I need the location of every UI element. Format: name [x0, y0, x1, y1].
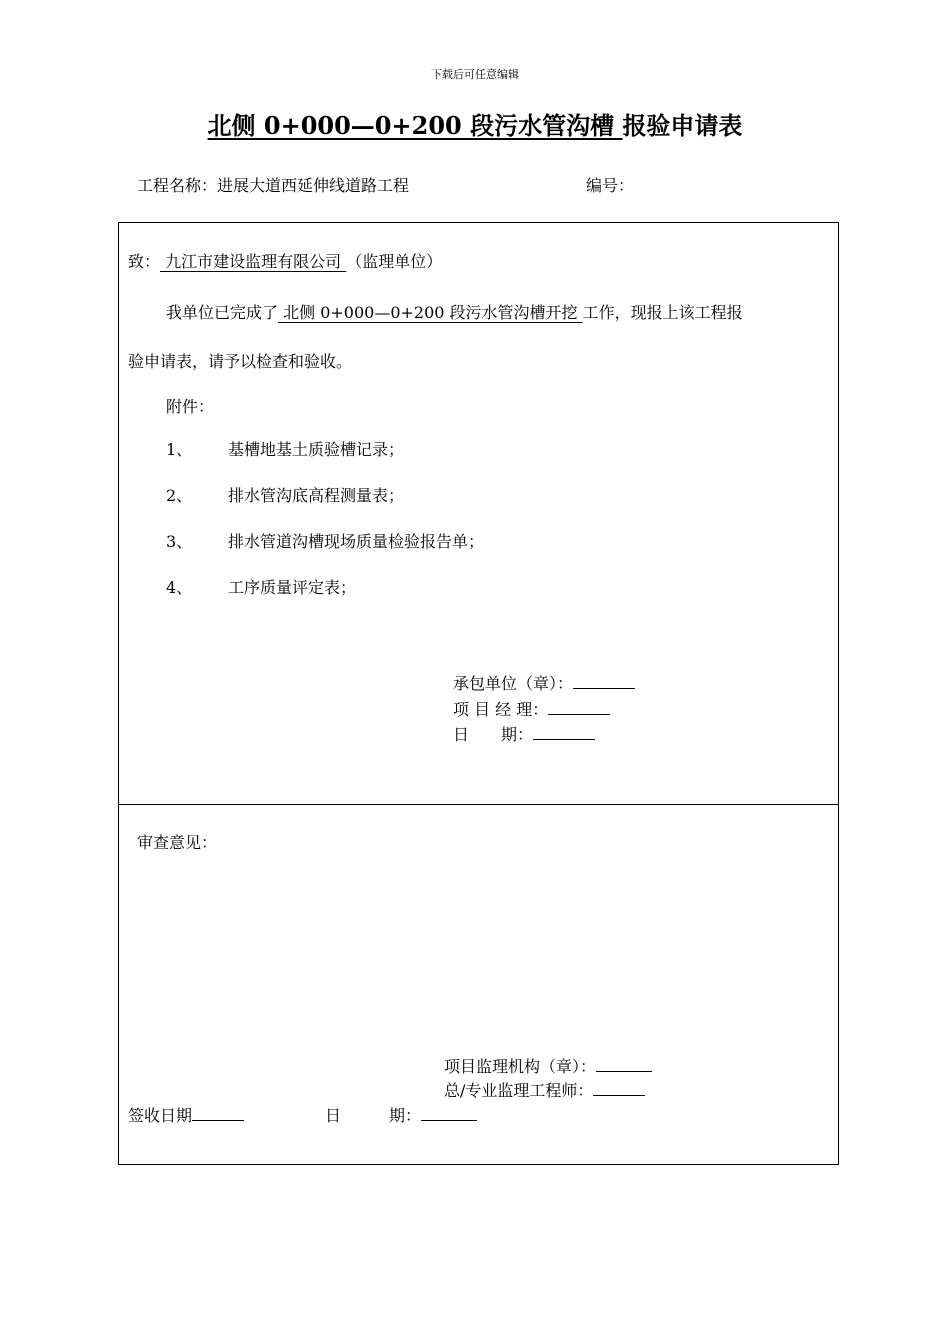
section-divider — [118, 804, 839, 805]
manager-sign-line — [453, 697, 610, 720]
intro-line-1 — [166, 300, 743, 323]
to-prefix: 致： — [128, 252, 161, 271]
attachment-num: 3、 — [166, 532, 193, 551]
project-label: 工程名称： — [137, 176, 218, 195]
to-suffix: （监理单位） — [346, 252, 443, 271]
intro-prefix: 我单位已完成了 — [166, 303, 279, 322]
attachment-num: 1、 — [166, 440, 193, 459]
engineer-line — [444, 1078, 645, 1101]
contractor-date-blank[interactable] — [533, 738, 595, 740]
intro-suffix: 工作，现报上该工程报 — [582, 303, 743, 322]
receipt-date-label: 签收日期 — [128, 1106, 193, 1125]
contractor-blank[interactable] — [573, 687, 635, 689]
manager-blank[interactable] — [548, 713, 610, 715]
attachment-text: 工序质量评定表； — [228, 578, 357, 597]
work-item: 北侧 0+000—0+200 段污水管沟槽开挖 — [278, 303, 583, 322]
contractor-date-label: 日 期： — [453, 725, 534, 744]
attachments-label: 附件： — [166, 397, 215, 416]
attachment-num: 4、 — [166, 578, 193, 597]
title-underlined: 北侧 0+000—0+200 段污水管沟槽 — [207, 111, 623, 140]
receipt-date-line — [128, 1103, 244, 1126]
attachment-text: 排水管沟底高程测量表； — [228, 486, 405, 505]
review-date-label: 日 期： — [325, 1106, 422, 1125]
contractor-date-line — [453, 722, 595, 745]
manager-label: 项 目 经 理： — [453, 700, 549, 719]
project-name: 进展大道西延伸线道路工程 — [217, 176, 410, 195]
contractor-label: 承包单位（章）： — [453, 674, 574, 693]
attachment-text: 排水管道沟槽现场质量检验报告单； — [228, 532, 485, 551]
review-date-line — [325, 1103, 477, 1126]
supervisor-org-line — [444, 1054, 652, 1077]
review-opinion-label: 审查意见： — [137, 833, 218, 852]
title-suffix: 报验申请表 — [622, 111, 743, 140]
engineer-blank[interactable] — [593, 1094, 645, 1096]
number-label: 编号： — [586, 176, 635, 195]
intro-line-2: 验申请表，请予以检查和验收。 — [128, 352, 353, 371]
supervisor-org-label: 项目监理机构（章）： — [444, 1057, 597, 1076]
receipt-date-blank[interactable] — [192, 1119, 244, 1121]
project-name-line — [137, 173, 409, 196]
review-date-blank[interactable] — [421, 1119, 477, 1121]
engineer-label: 总/专业监理工程师： — [444, 1081, 594, 1100]
attachment-num: 2、 — [166, 486, 193, 505]
contractor-sign-line — [453, 671, 635, 694]
header-note: 下载后可任意编辑 — [431, 68, 519, 81]
addressee-line — [128, 249, 442, 272]
page-title — [0, 106, 950, 141]
supervisor-org-blank[interactable] — [596, 1070, 652, 1072]
supervision-unit: 九江市建设监理有限公司 — [160, 252, 347, 271]
attachment-text: 基槽地基土质验槽记录； — [228, 440, 405, 459]
